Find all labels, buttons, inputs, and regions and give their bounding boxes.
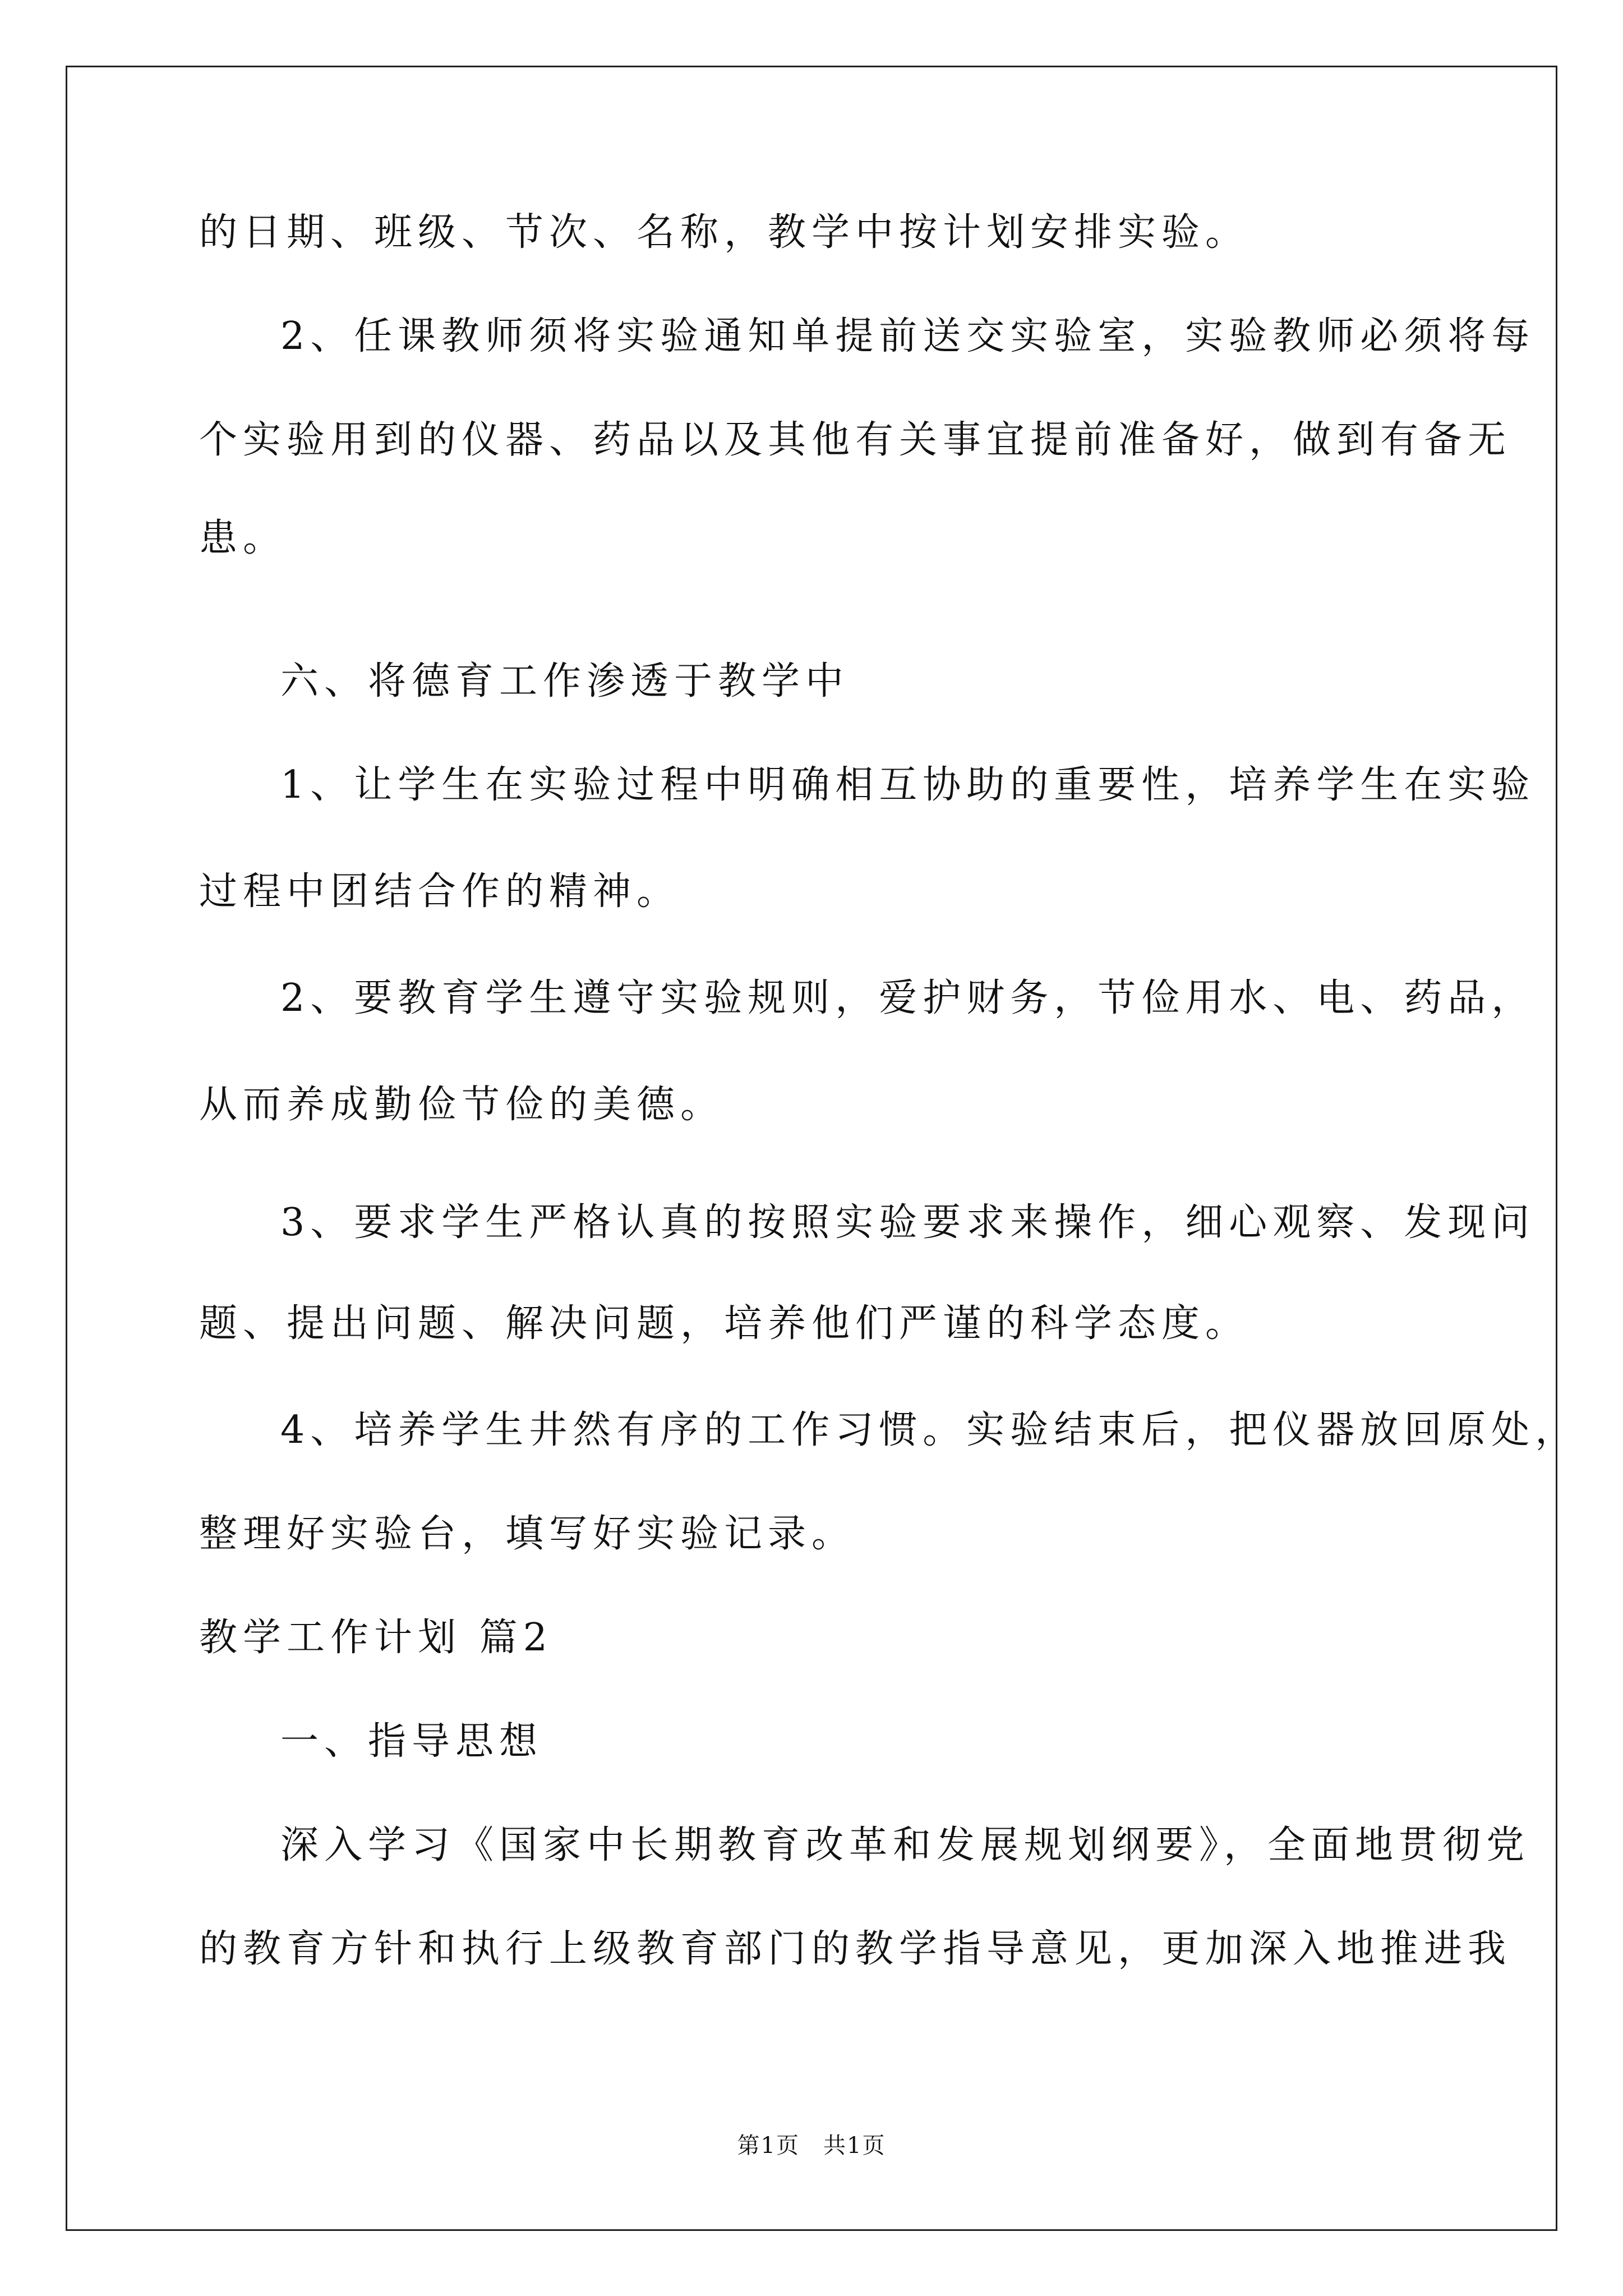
text-line: 4、培养学生井然有序的工作习惯。实验结束后，把仪器放回原处， <box>280 1408 1579 1452</box>
text-line: 患。 <box>199 516 287 560</box>
text-line: 整理好实验台，填写好实验记录。 <box>199 1512 856 1556</box>
section-heading: 六、将德育工作渗透于教学中 <box>280 659 850 703</box>
text-line: 3、要求学生严格认真的按照实验要求来操作，细心观察、发现问 <box>280 1200 1536 1245</box>
text-line: 的教育方针和执行上级教育部门的教学指导意见，更加深入地推进我 <box>199 1927 1512 1971</box>
page-border <box>66 66 1557 2231</box>
text-line: 的日期、班级、节次、名称，教学中按计划安排实验。 <box>199 210 1249 255</box>
page-footer: 第1页 共1页 <box>737 2133 886 2159</box>
text-line: 1、让学生在实验过程中明确相互协助的重要性，培养学生在实验 <box>280 763 1536 807</box>
text-line: 题、提出问题、解决问题，培养他们严谨的科学态度。 <box>199 1301 1249 1346</box>
text-line: 个实验用到的仪器、药品以及其他有关事宜提前准备好，做到有备无 <box>199 418 1512 462</box>
text-line: 深入学习《国家中长期教育改革和发展规划纲要》，全面地贯彻党 <box>280 1823 1530 1867</box>
text-line: 2、任课教师须将实验通知单提前送交实验室，实验教师必须将每 <box>280 314 1536 358</box>
section-heading: 一、指导思想 <box>280 1719 543 1764</box>
text-line: 从而养成勤俭节俭的美德。 <box>199 1083 725 1127</box>
article-heading: 教学工作计划 篇2 <box>199 1616 553 1660</box>
text-line: 过程中团结合作的精神。 <box>199 869 681 914</box>
text-line: 2、要教育学生遵守实验规则，爱护财务，节俭用水、电、药品， <box>280 976 1536 1020</box>
